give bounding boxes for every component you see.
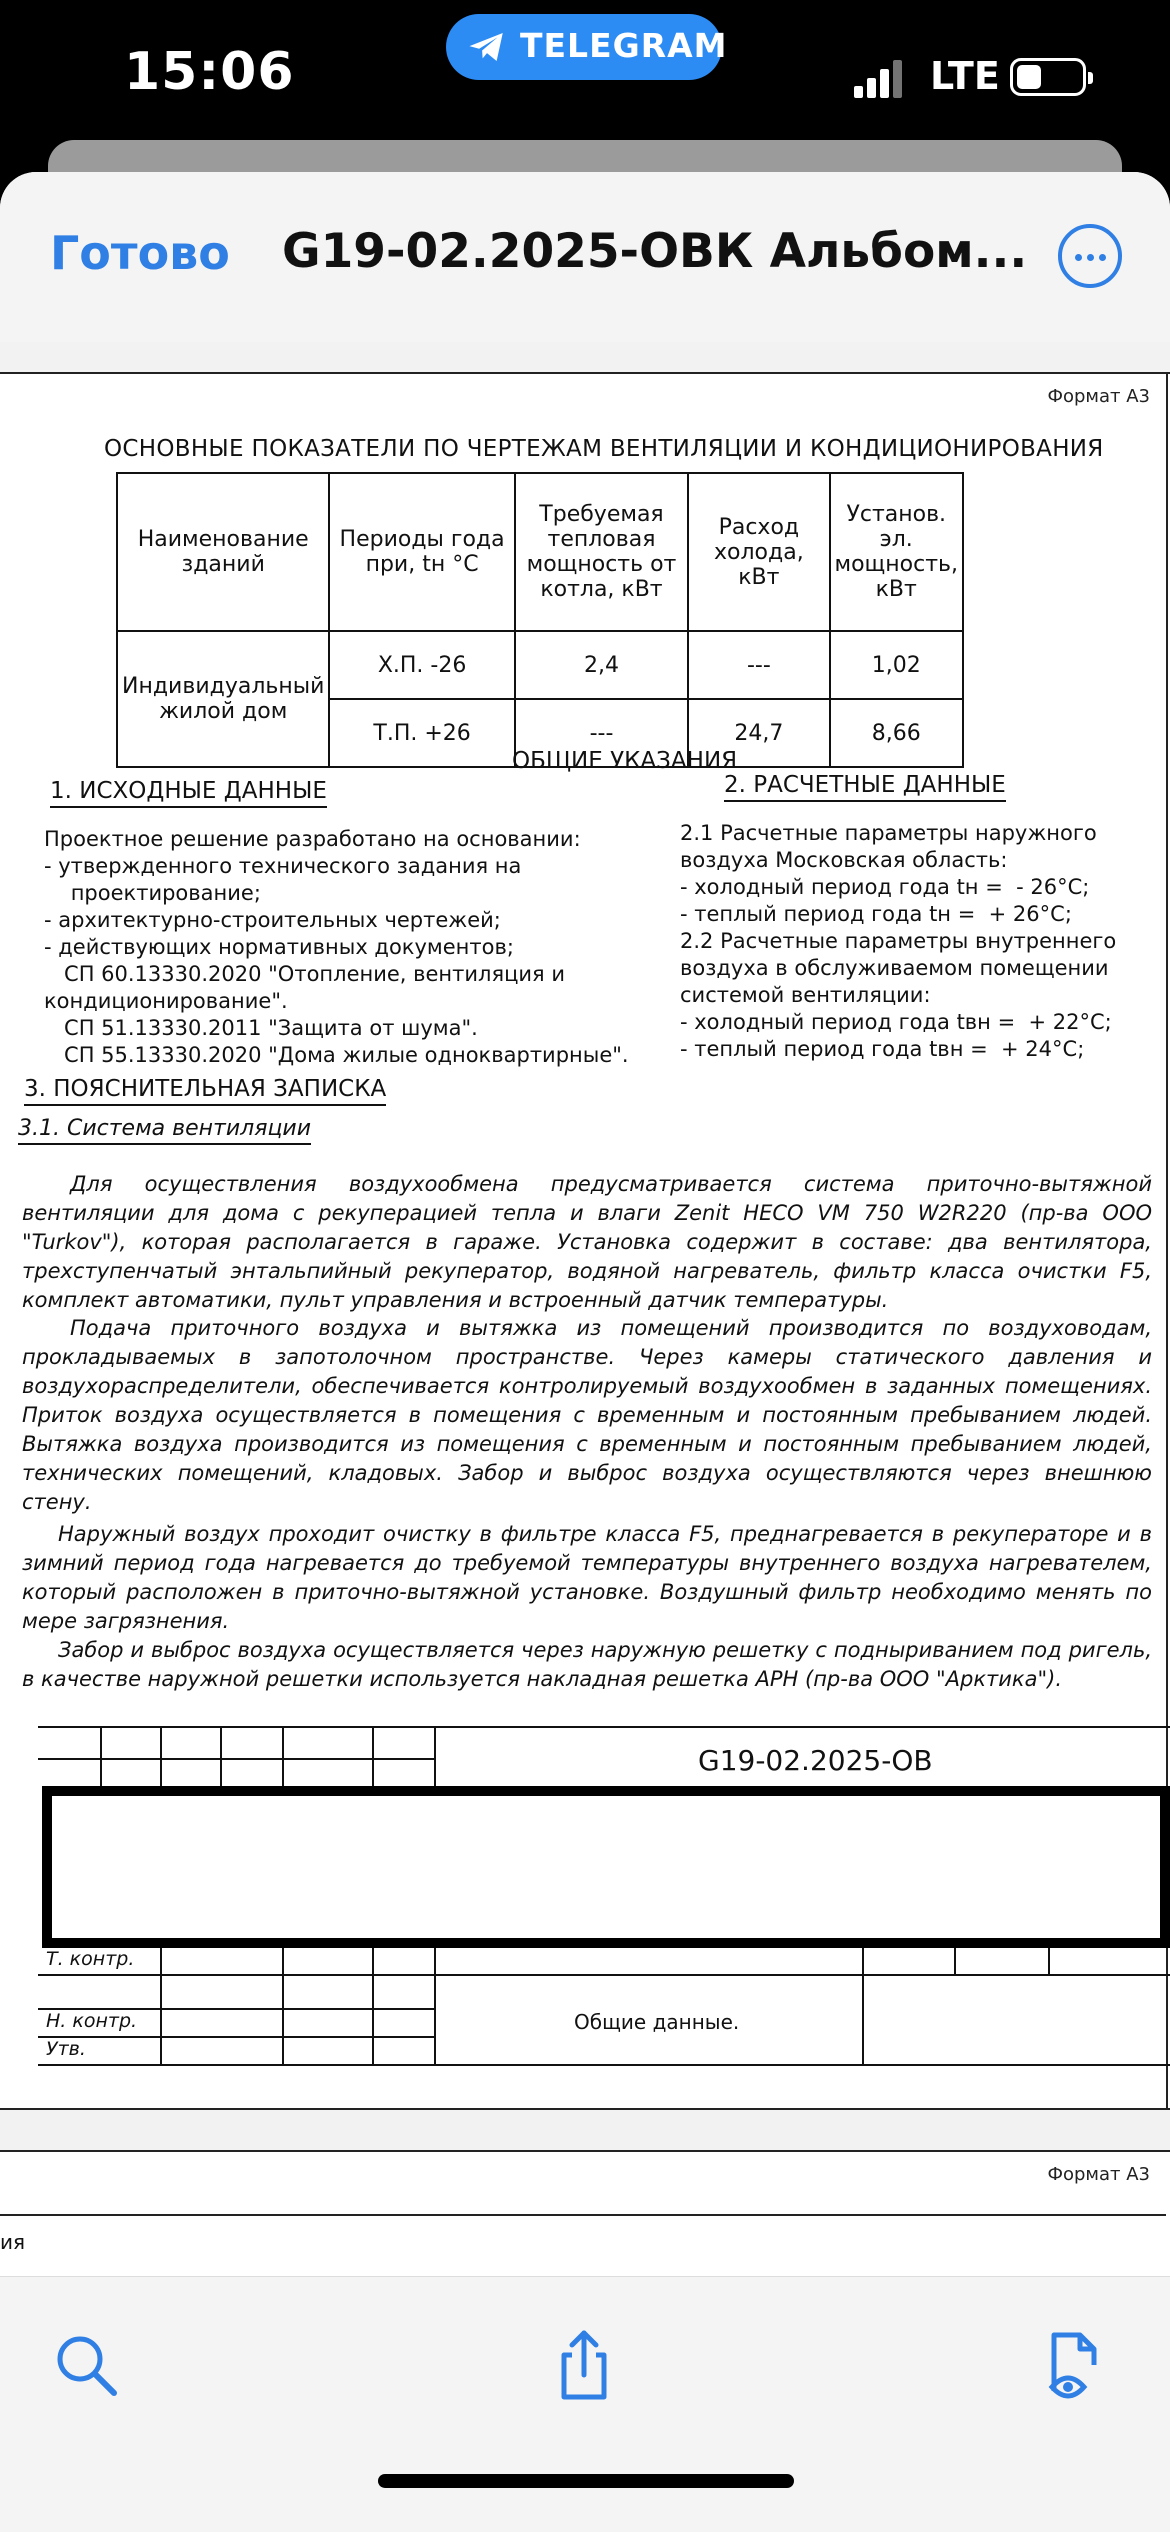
table-header: Наименование зданий (117, 473, 329, 631)
battery-icon (1010, 58, 1086, 96)
section-2-text: 2.1 Расчетные параметры наружного воздуха Московская область: - холодный период года tн = - 26°С; - теплый период года tн = + 26°С; 2.2 Расчетные параметры внутреннего воздуха в обслуживаемом помещении системой вентиляции: - холодный период года tвн = + 22°С; - теплый период года tвн = + 24°С; (680, 821, 1117, 1061)
home-indicator[interactable] (378, 2474, 794, 2488)
table-cell: 8,66 (830, 699, 964, 767)
paragraph: Наружный воздух проходит очистку в фильтре класса F5, преднагревается в рекуператоре и в зимний период года нагревается до требуемой температуры внутреннего воздуха нагревателем, который расположен в приточно-вытяжной установке. Воздушный фильтр необходимо менять по мере загрязнения. (22, 1522, 1152, 1633)
more-options-icon[interactable] (1058, 224, 1122, 288)
document-title: G19-02.2025-ОВК Альбом... (282, 224, 1028, 279)
telegram-pill[interactable] (446, 14, 728, 80)
section-1-title: 1. ИСХОДНЫЕ ДАННЫЕ (50, 778, 327, 808)
redacted-area (42, 1786, 1170, 1948)
table-cell: --- (515, 699, 688, 767)
format-tag: Формат А3 (1047, 2164, 1150, 2185)
table-cell: Х.П. -26 (329, 631, 514, 699)
table-header: Периоды года при, tн °C (329, 473, 514, 631)
status-bar (0, 0, 1170, 160)
navigation-bar (0, 172, 1170, 342)
table-cell-building: Индивидуальный жилой дом (117, 631, 329, 767)
section-3-title: 3. ПОЯСНИТЕЛЬНАЯ ЗАПИСКА (24, 1076, 386, 1106)
section-2-title: 2. РАСЧЕТНЫЕ ДАННЫЕ (724, 772, 1006, 802)
general-title: ОБЩИЕ УКАЗАНИЯ (512, 748, 738, 774)
table-cell: 2,4 (515, 631, 688, 699)
section-1-text: Проектное решение разработано на основании: - утвержденного технического задания на проектирование; - архитектурно-строительных чертежей; - действующих нормативных документов; СП 60.13330.2020 "Отопление, вентиляция и кондиционирование". СП 51.13330.2011 "Защита от шума". СП 55.13330.2020 "Дома жилые одноквартирные". (44, 827, 629, 1067)
document-view-icon[interactable] (1034, 2325, 1114, 2405)
status-time: 15:06 (124, 42, 295, 102)
table-header: Расход холода, кВт (688, 473, 829, 631)
page-text-fragment: ия (0, 2230, 26, 2254)
bottom-toolbar (0, 2276, 1170, 2532)
section-3-1-title: 3.1. Система вентиляции (18, 1116, 311, 1145)
table-cell: --- (688, 631, 829, 699)
table-header: Установ. эл. мощность, кВт (830, 473, 964, 631)
table-header: Требуемая тепловая мощность от котла, кВт (515, 473, 688, 631)
table-cell: 1,02 (830, 631, 964, 699)
title-block (38, 1726, 1170, 2064)
done-button[interactable]: Готово (50, 226, 230, 280)
paragraph: Забор и выброс воздуха осуществляется через наружную решетку с подныриванием под ригель, в качестве наружной решетки используется накладная решетка АРН (пр-ва ООО "Арктика"). (22, 1638, 1152, 1691)
specs-table (116, 472, 964, 768)
telegram-plane-icon (466, 26, 508, 68)
paragraph: Для осуществления воздухообмена предусматривается система приточно-вытяжной вентиляции для дома с рекуперацией тепла и влаги Zenit HECO VM 750 W2R220 (пр-ва ООО "Turkov"), которая располагается в гараже. Установка содержит в составе: два вентилятора, трехступенчатый энтальпийный рекуператор, водяной нагреватель, фильтр класса очистки F5, комплект автоматики, пульт управления и встроенный датчик температуры. (22, 1172, 1152, 1312)
cellular-signal-icon (854, 58, 906, 98)
network-type: LTE (930, 54, 1000, 98)
document-code: G19-02.2025-ОВ (698, 1744, 933, 1777)
table-cell: 24,7 (688, 699, 829, 767)
table-cell: Т.П. +26 (329, 699, 514, 767)
telegram-pill-label: TELEGRAM (520, 26, 728, 65)
search-icon[interactable] (46, 2325, 126, 2405)
stamp-label: Т. контр. (46, 1948, 135, 1970)
paragraph: Подача приточного воздуха и вытяжка из помещений производится по воздуховодам, прокладываемых в запотолочном пространстве. Через камеры статического давления и воздухораспределители, обеспечивается контролируемый воздухообмен в заданных помещениях. Приток воздуха осуществляется в помещения с временным и постоянным пребыванием людей. Вытяжка воздуха производится из помещения с временным и постоянным пребыванием людей, технических помещений, кладовых. Забор и выброс воздуха осуществляются через внешнюю стену. (22, 1316, 1152, 1514)
sheet-name: Общие данные. (574, 2010, 740, 2034)
format-tag: Формат А3 (1047, 386, 1150, 407)
document-sheet (0, 172, 1170, 2532)
share-icon[interactable] (544, 2325, 624, 2405)
main-title: ОСНОВНЫЕ ПОКАЗАТЕЛИ ПО ЧЕРТЕЖАМ ВЕНТИЛЯЦИИ И КОНДИЦИОНИРОВАНИЯ (104, 436, 1104, 462)
stamp-label: Н. контр. (46, 2010, 138, 2032)
document-page (0, 372, 1170, 2110)
stamp-label: Утв. (46, 2038, 86, 2060)
